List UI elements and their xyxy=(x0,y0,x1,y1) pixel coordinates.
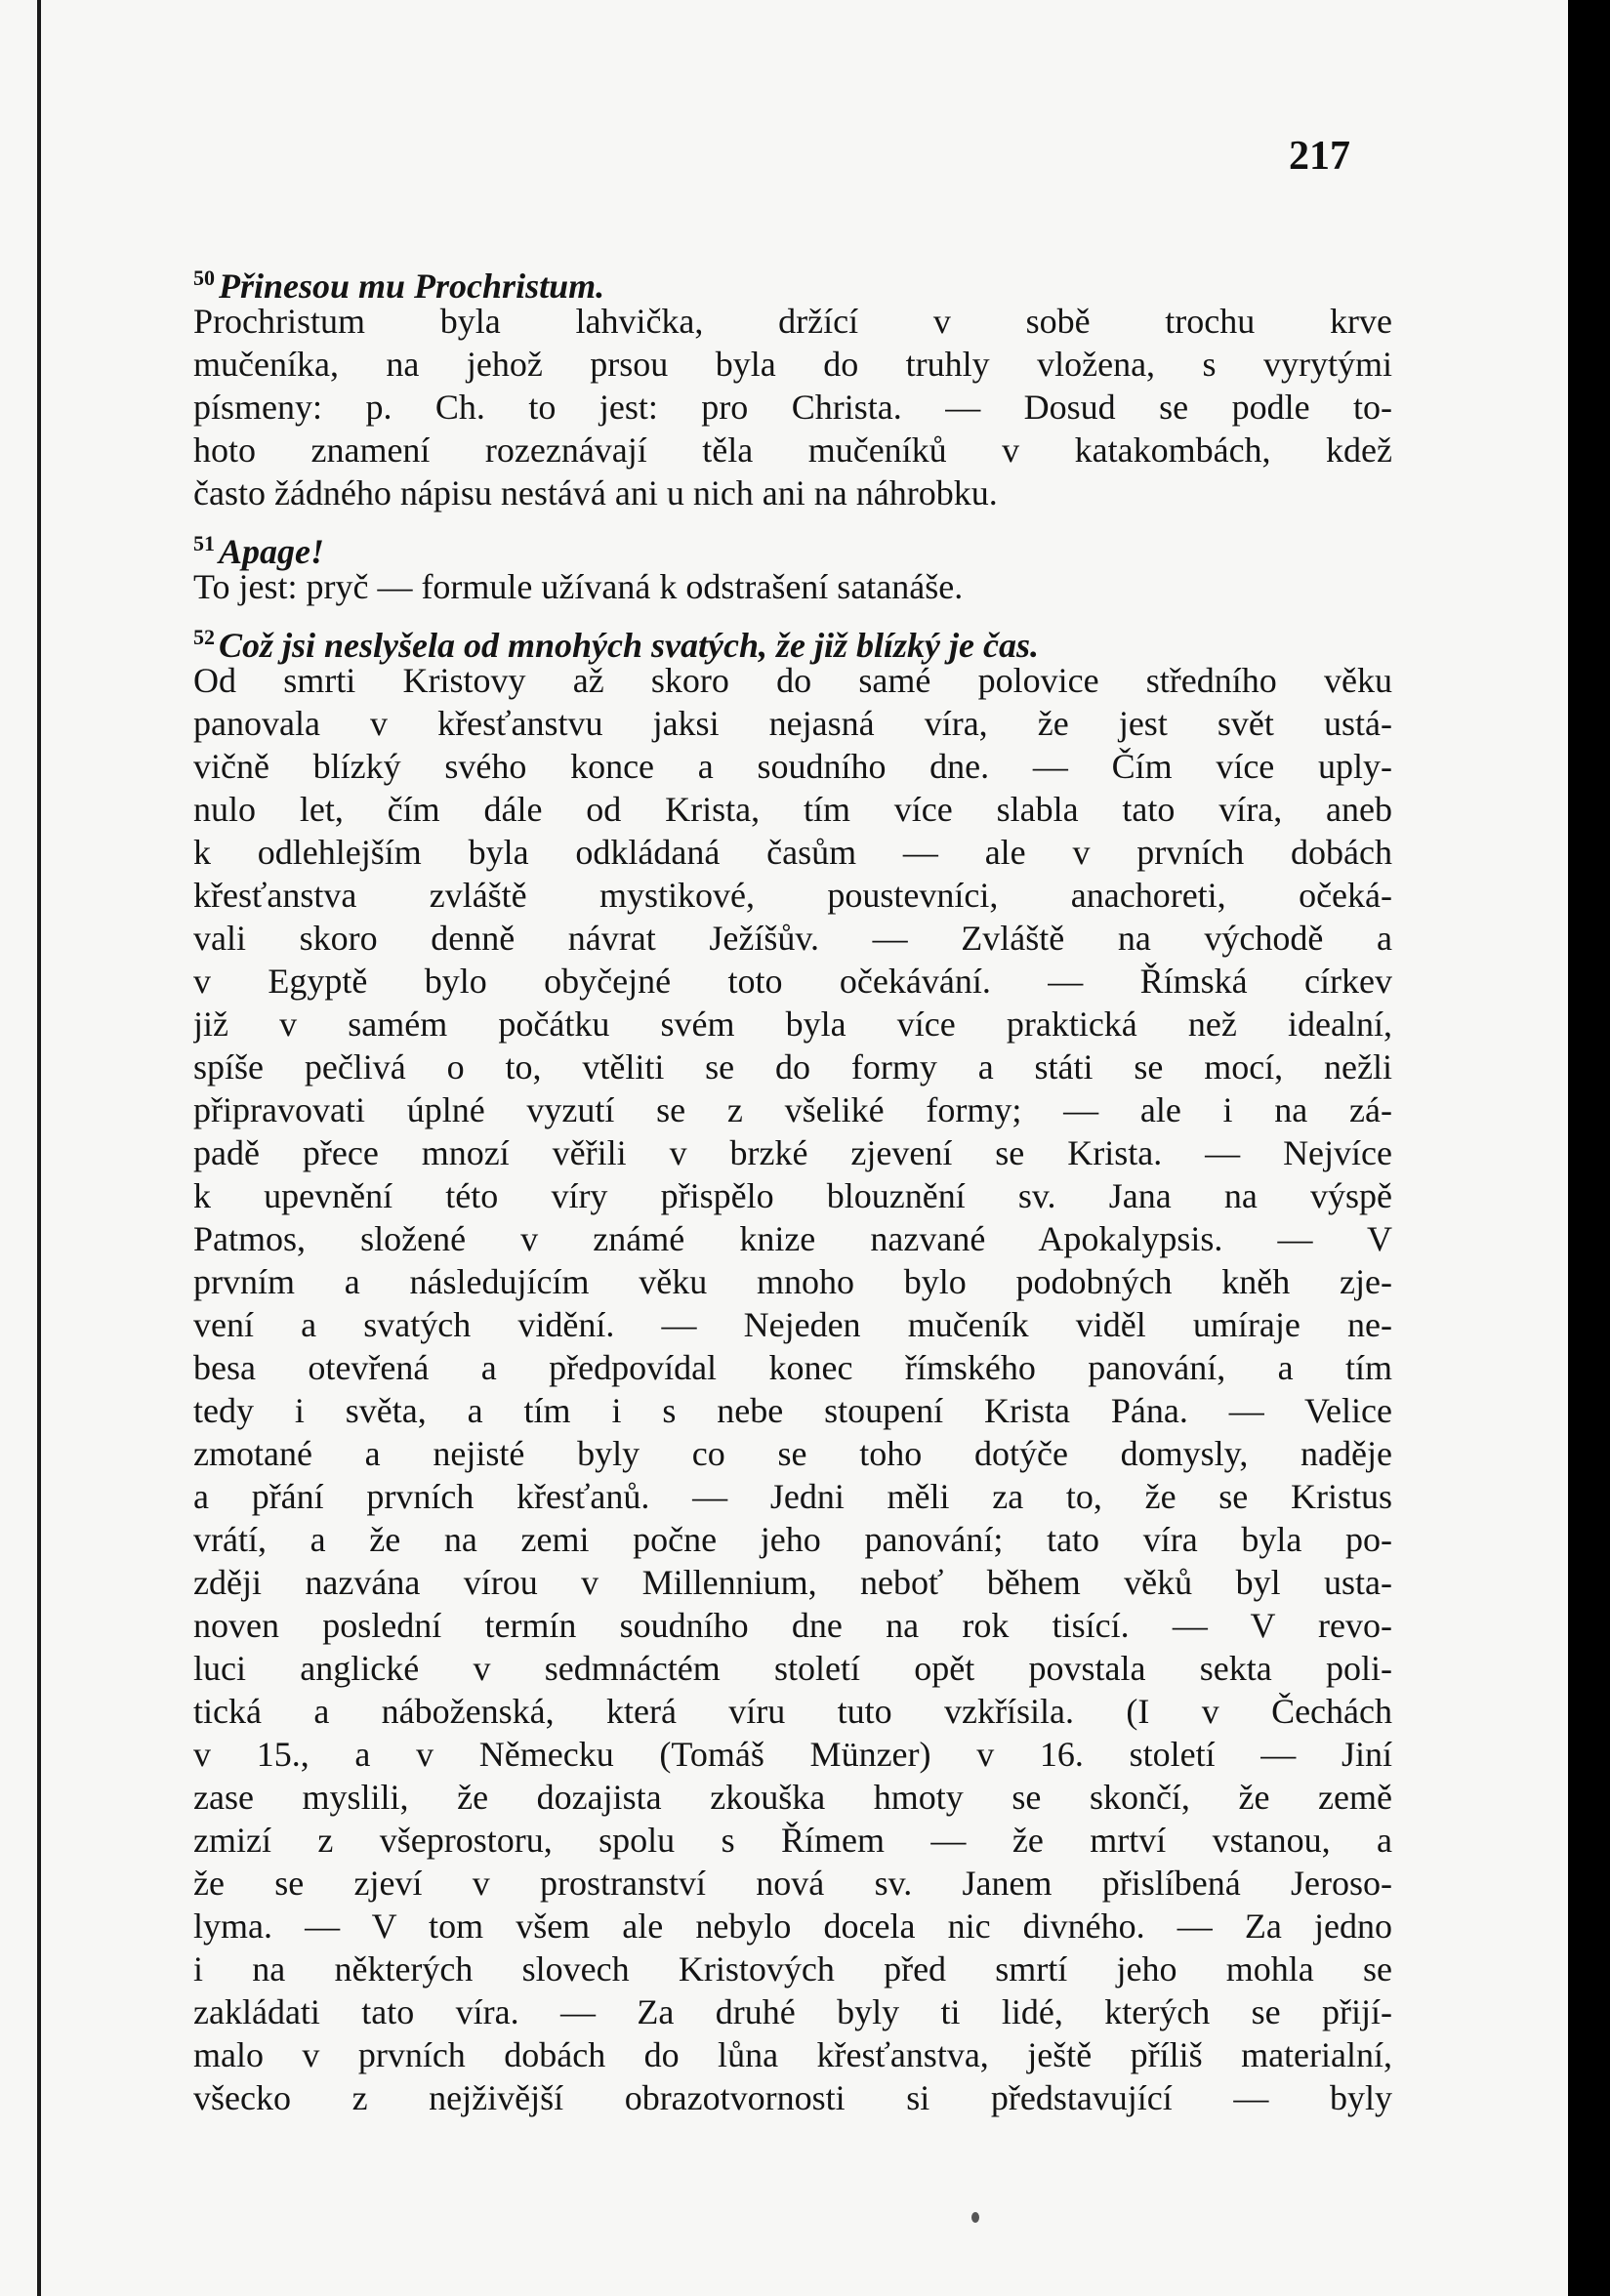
ink-dot xyxy=(971,2212,979,2223)
text-line: že se zjeví v prostranství nová sv. Janem přislíbená Jeroso- xyxy=(193,1864,1392,1903)
text-line: tedy i světa, a tím i s nebe stoupení Krista Pána. — Velice xyxy=(193,1391,1392,1430)
text-line: zději nazvána vírou v Millennium, neboť během věků byl usta- xyxy=(193,1563,1392,1602)
text-line: vení a svatých vidění. — Nejeden mučeník viděl umíraje ne- xyxy=(193,1305,1392,1344)
text-line: zakládati tato víra. — Za druhé byly ti lidé, kterých se přijí- xyxy=(193,1992,1392,2031)
note-heading-51 xyxy=(193,522,1392,571)
notes-text xyxy=(193,249,1392,2119)
note-number: 50 xyxy=(193,266,215,290)
page-edge-rule xyxy=(37,0,41,2296)
text-line: připravovati úplné vyzutí se z všeliké formy; — ale i na zá- xyxy=(193,1090,1392,1129)
text-line: již v samém počátku svém byla více praktická než idealní, xyxy=(193,1004,1392,1044)
text-line: zase myslili, že dozajista zkouška hmoty se skončí, že země xyxy=(193,1778,1392,1817)
text-line: prvním a následujícím věku mnoho bylo podobných kněh zje- xyxy=(193,1262,1392,1301)
text-line: panovala v křesťanstvu jaksi nejasná víra, že jest svět ustá- xyxy=(193,704,1392,743)
text-line: vičně blízký svého konce a soudního dne. — Čím více uply- xyxy=(193,747,1392,786)
note-heading-50 xyxy=(193,257,1392,306)
text-line: hoto znamení rozeznávají těla mučeníků v katakombách, kdež xyxy=(193,430,1392,470)
text-line: besa otevřená a předpovídal konec římského panování, a tím xyxy=(193,1348,1392,1387)
text-line: zmotané a nejisté byly co se toho dotýče domysly, naděje xyxy=(193,1434,1392,1473)
text-line: k odlehlejším byla odkládaná časům — ale v prvních dobách xyxy=(193,833,1392,872)
text-line: To jest: pryč — formule užívaná k odstrašení satanáše. xyxy=(193,567,964,606)
text-line: v Egyptě bylo obyčejné toto očekávání. — Římská církev xyxy=(193,962,1392,1001)
text-line: lyma. — V tom všem ale nebylo docela nic divného. — Za jedno xyxy=(193,1906,1392,1946)
text-line: mučeníka, na jehož prsou byla do truhly vložena, s vyrytými xyxy=(193,345,1392,384)
text-line: luci anglické v sedmnáctém století opět povstala sekta poli- xyxy=(193,1649,1392,1688)
text-line: k upevnění této víry přispělo blouznění sv. Jana na výspě xyxy=(193,1176,1392,1215)
note-title: Což jsi neslyšela od mnohých svatých, že již blízký je čas. xyxy=(219,626,1039,665)
text-line: tická a náboženská, která víru tuto vzkřísila. (I v Čechách xyxy=(193,1692,1392,1731)
text-line: často žádného nápisu nestává ani u nich ani na náhrobku. xyxy=(193,473,998,512)
note-title: Přinesou mu Prochristum. xyxy=(219,266,605,306)
note-heading-52 xyxy=(193,616,1392,665)
text-line: a přání prvních křesťanů. — Jedni měli za to, že se Kristus xyxy=(193,1477,1392,1516)
note-number: 51 xyxy=(193,531,215,555)
text-line: Od smrti Kristovy až skoro do samé polovice středního věku xyxy=(193,661,1392,700)
text-line: malo v prvních dobách do lůna křesťanstva, ještě příliš materialní, xyxy=(193,2035,1392,2074)
note-number: 52 xyxy=(193,625,215,649)
text-line: vrátí, a že na zemi počne jeho panování; tato víra byla po- xyxy=(193,1520,1392,1559)
text-line: padě přece mnozí věřili v brzké zjevení se Krista. — Nejvíce xyxy=(193,1133,1392,1172)
text-line: nulo let, čím dále od Krista, tím více slabla tato víra, aneb xyxy=(193,790,1392,829)
text-line: noven poslední termín soudního dne na rok tisící. — V revo- xyxy=(193,1606,1392,1645)
text-line: Prochristum byla lahvička, držící v sobě trochu krve xyxy=(193,302,1392,341)
text-line: vali skoro denně návrat Ježíšův. — Zvláště na východě a xyxy=(193,919,1392,958)
text-line: křesťanstva zvláště mystikové, poustevníci, anachoreti, očeká- xyxy=(193,876,1392,915)
text-line: zmizí z všeprostoru, spolu s Římem — že mrtví vstanou, a xyxy=(193,1821,1392,1860)
text-line: v 15., a v Německu (Tomáš Münzer) v 16. století — Jiní xyxy=(193,1735,1392,1774)
text-line: i na některých slovech Kristových před smrtí jeho mohla se xyxy=(193,1949,1392,1988)
page-number: 217 xyxy=(1289,134,1350,179)
note-title: Apage! xyxy=(219,532,324,571)
text-line: všecko z nejživější obrazotvornosti si představující — byly xyxy=(193,2078,1392,2117)
text-line: Patmos, složené v známé knize nazvané Apokalypsis. — V xyxy=(193,1219,1392,1258)
text-line: písmeny: p. Ch. to jest: pro Christa. — Dosud se podle to- xyxy=(193,388,1392,427)
text-line: spíše pečlivá o to, vtěliti se do formy a státi se mocí, nežli xyxy=(193,1047,1392,1086)
